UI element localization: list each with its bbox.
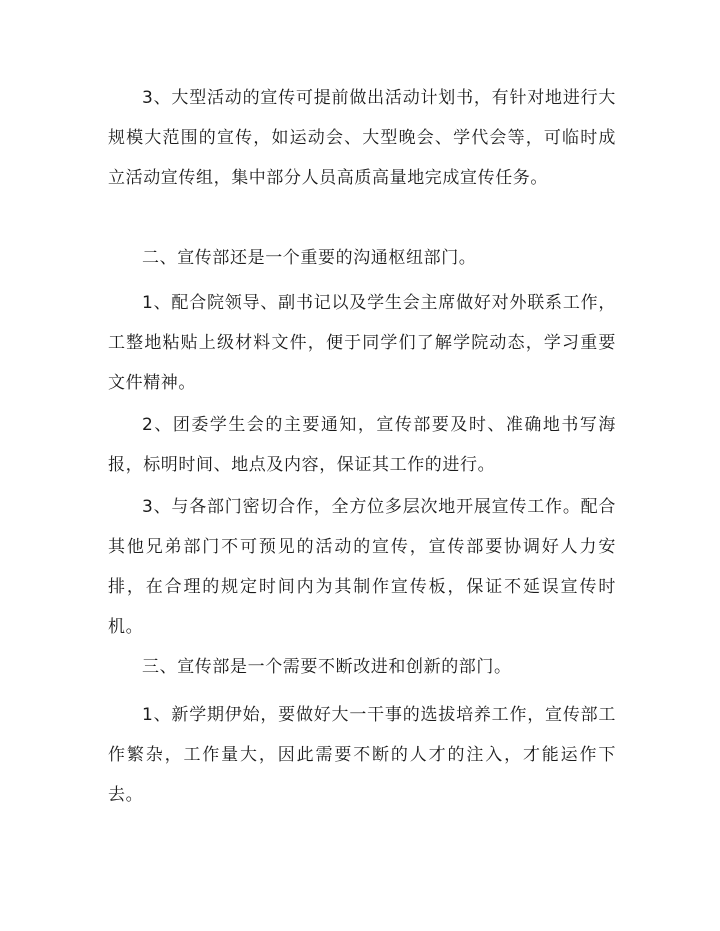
paragraph-notices-posters: 2、团委学生会的主要通知，宣传部要及时、准确地书写海报，标明时间、地点及内容，保证其工作的进行。 bbox=[108, 415, 616, 475]
section-heading-communication-hub: 二、宣传部还是一个重要的沟通枢纽部门。 bbox=[142, 248, 477, 268]
section-heading-innovation: 三、宣传部是一个需要不断改进和创新的部门。 bbox=[142, 657, 512, 677]
paragraph-external-liaison: 1、配合院领导、副书记以及学生会主席做好对外联系工作，工整地粘贴上级材料文件，便于同学们了解学院动态，学习重要文件精神。 bbox=[108, 293, 616, 393]
paragraph-department-cooperation: 3、与各部门密切合作，全方位多层次地开展宣传工作。配合其他兄弟部门不可预见的活动的宣传，宣传部要协调好人力安排，在合理的规定时间内为其制作宣传板，保证不延误宣传时机。 bbox=[108, 497, 616, 637]
paragraph-new-member-training: 1、新学期伊始，要做好大一干事的选拔培养工作，宣传部工作繁杂，工作量大，因此需要不断的人才的注入，才能运作下去。 bbox=[108, 705, 616, 805]
paragraph-large-event-publicity: 3、大型活动的宣传可提前做出活动计划书，有针对地进行大规模大范围的宣传，如运动会、大型晚会、学代会等，可临时成立活动宣传组，集中部分人员高质高量地完成宣传任务。 bbox=[108, 88, 616, 188]
